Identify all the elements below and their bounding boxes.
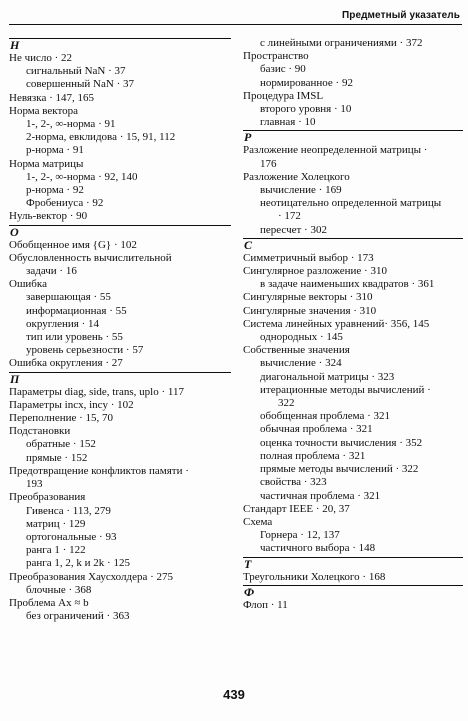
index-subentry: блочные · 368 [26, 583, 92, 596]
section-letter: П [9, 372, 231, 386]
index-subentry: округления · 14 [26, 317, 100, 330]
index-subentry: ортогональные · 93 [26, 530, 117, 543]
section-letter: Т [243, 557, 463, 571]
index-subentry: совершенный NaN · 37 [26, 78, 134, 91]
index-entry: Собственные значения [243, 344, 350, 357]
index-subentry: вычисление · 169 [260, 184, 342, 197]
index-entry: Флоп · 11 [243, 598, 288, 611]
index-subentry: завершающая · 55 [26, 291, 111, 304]
index-subentry: без ограничений · 363 [26, 610, 130, 623]
index-subentry: p-норма · 92 [26, 184, 84, 197]
index-subentry: p-норма · 91 [26, 144, 84, 157]
index-subentry: свойства · 323 [260, 476, 327, 489]
running-head: Предметный указатель [341, 10, 460, 21]
index-subentry: базис · 90 [260, 63, 306, 76]
index-entry: Ошибка [9, 278, 47, 291]
index-entry: Сингулярные векторы · 310 [243, 291, 373, 304]
index-entry: Схема [243, 515, 273, 528]
section-letter: Н [9, 38, 231, 52]
index-entry: Норма матрицы [9, 157, 84, 170]
index-subentry: полная проблема · 321 [260, 449, 366, 462]
index-subentry: неотицательно определенной матрицы [260, 197, 442, 210]
index-entry: Не число · 22 [9, 52, 73, 64]
index-entry: Треугольники Холецкого · 168 [243, 570, 386, 583]
index-subentry: · 172 [278, 210, 301, 223]
index-subentry: частичная проблема · 321 [260, 489, 381, 502]
index-subentry: пересчет · 302 [260, 223, 327, 236]
section-letter: С [243, 238, 463, 252]
index-entry: Подстановки [9, 425, 71, 438]
index-subentry: тип или уровень · 55 [26, 331, 123, 344]
index-column-left [9, 37, 231, 623]
index-subentry: второго уровня · 10 [260, 103, 352, 116]
index-subentry: оценка точности вычисления · 352 [260, 436, 423, 449]
index-subentry: матриц · 129 [26, 517, 86, 530]
index-subentry: 176 [260, 157, 277, 170]
index-entry: Процедура IMSL [243, 89, 324, 102]
section-letter: О [9, 225, 231, 239]
index-subentry: частичного выбора · 148 [260, 542, 376, 555]
section-letter: Ф [243, 585, 463, 599]
header-rule [9, 24, 462, 25]
index-entry: Норма вектора [9, 104, 79, 117]
index-subentry: Гивенса · 113, 279 [26, 504, 111, 517]
index-entry: Система линейных уравнений· 356, 145 [243, 317, 430, 330]
index-entry: Стандарт IEEE · 20, 37 [243, 502, 350, 515]
index-subentry: обычная проблема · 321 [260, 423, 373, 436]
index-subentry: 1-, 2-, ∞-норма · 91 [26, 118, 116, 131]
index-subentry: прямые методы вычислений · 322 [260, 463, 419, 476]
index-subentry: однородных · 145 [260, 331, 343, 344]
index-entry: Разложение Холецкого [243, 170, 350, 183]
index-entry: Преобразования [9, 491, 86, 504]
index-subentry: в задаче наименьших квадратов · 361 [260, 278, 435, 291]
index-subentry: Фробениуса · 92 [26, 197, 104, 210]
index-entry: Обобщенное имя {G} · 102 [9, 238, 137, 251]
index-subentry: с линейными ограничениями · 372 [260, 37, 423, 49]
index-entry: Сингулярное разложение · 310 [243, 265, 387, 278]
index-subentry: 193 [26, 478, 43, 491]
index-entry: Проблема Ax ≈ b [9, 596, 89, 609]
index-subentry: Горнера · 12, 137 [260, 529, 340, 542]
index-entry: Обусловленность вычислительной [9, 251, 172, 264]
section-letter: Р [243, 130, 463, 144]
index-entry: Параметры diag, side, trans, uplo · 117 [9, 385, 184, 398]
index-subentry: уровень серьезности · 57 [26, 344, 144, 357]
index-subentry: 2-норма, евклидова · 15, 91, 112 [26, 131, 176, 144]
index-entry: Параметры incx, incy · 102 [9, 398, 134, 411]
index-entry: Невязка · 147, 165 [9, 91, 95, 104]
index-subentry: обратные · 152 [26, 438, 96, 451]
index-subentry: нормированное · 92 [260, 76, 353, 89]
index-entry: Предотвращение конфликтов памяти · [9, 464, 189, 477]
index-subentry: прямые · 152 [26, 451, 88, 464]
index-entry: Преобразования Хаусхолдера · 275 [9, 570, 174, 583]
index-subentry: 1-, 2-, ∞-норма · 92, 140 [26, 170, 138, 183]
index-subentry: вычисление · 324 [260, 357, 342, 370]
index-entry: Нуль-вектор · 90 [9, 210, 88, 223]
index-subentry: ранга 1 · 122 [26, 544, 86, 557]
index-entry: Ошибка округления · 27 [9, 357, 123, 370]
index-subentry: диагональной матрицы · 323 [260, 370, 395, 383]
index-subentry: 322 [278, 397, 295, 410]
index-entry: Симметричный выбор · 173 [243, 251, 374, 264]
index-entry: Сингулярные значения · 310 [243, 304, 377, 317]
index-subentry: обобщенная проблема · 321 [260, 410, 391, 423]
index-subentry: информационная · 55 [26, 304, 127, 317]
index-subentry: итерационные методы вычислений · [260, 383, 431, 396]
page-number: 439 [223, 687, 245, 702]
index-subentry: главная · 10 [260, 116, 316, 129]
index-subentry: сигнальный NaN · 37 [26, 65, 126, 78]
index-entry: Пространство [243, 50, 309, 63]
index-subentry: задачи · 16 [26, 265, 77, 278]
index-entry: Переполнение · 15, 70 [9, 412, 114, 425]
index-subentry: ранга 1, 2, k и 2k · 125 [26, 557, 130, 570]
index-entry: Разложение неопределенной матрицы · [243, 144, 428, 157]
index-column-right [243, 37, 463, 612]
